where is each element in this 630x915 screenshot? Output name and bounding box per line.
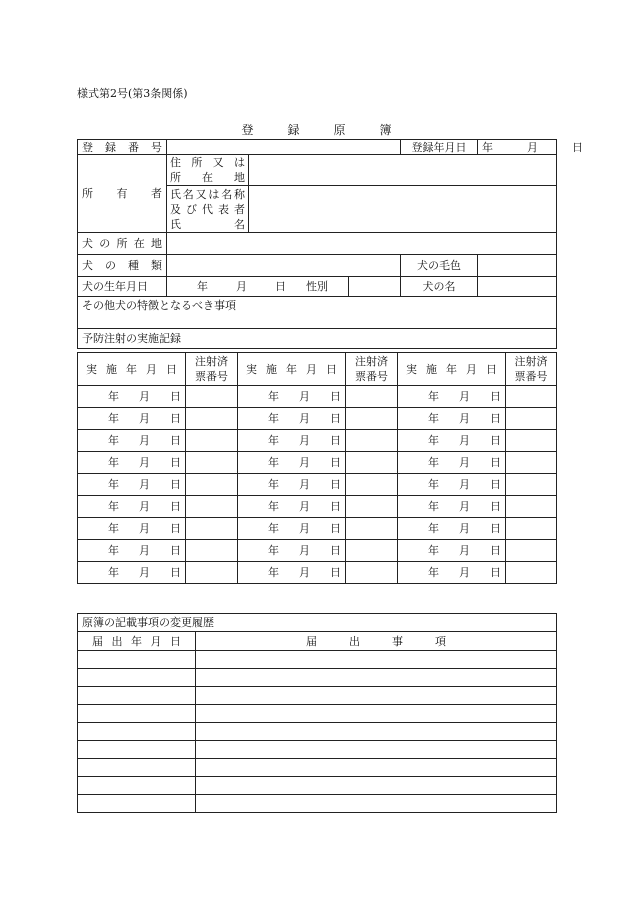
day-unit: 日 (330, 544, 341, 557)
history-matter-field[interactable] (196, 651, 557, 669)
vaccination-date-field[interactable] (238, 540, 346, 562)
day-unit: 日 (170, 544, 181, 557)
vaccination-ticket-field[interactable] (506, 430, 557, 452)
vaccination-ticket-field[interactable] (186, 562, 238, 584)
month-unit: 月 (299, 412, 310, 425)
ticket-header-line1: 注射済 (355, 355, 388, 368)
history-matter-field[interactable] (196, 705, 557, 723)
vaccination-row (78, 518, 557, 540)
address-label-line1: 住 所 又 は (170, 156, 245, 169)
history-date-field[interactable] (78, 669, 196, 687)
vaccination-date-field[interactable] (78, 430, 186, 452)
registration-number-field[interactable] (167, 140, 401, 155)
dog-breed-label: 犬 の 種 類 (78, 255, 167, 277)
year-unit: 年 (428, 522, 439, 535)
day-unit: 日 (490, 478, 501, 491)
vaccination-row (78, 540, 557, 562)
vaccination-date-field[interactable] (398, 496, 506, 518)
vaccination-date-header: 実 施 年 月 日 (398, 353, 506, 386)
month-unit: 月 (459, 434, 470, 447)
month-unit: 月 (139, 566, 150, 579)
vaccination-ticket-field[interactable] (186, 386, 238, 408)
ticket-header-line2: 票番号 (195, 370, 228, 383)
month-unit: 月 (299, 500, 310, 513)
vaccination-date-header: 実 施 年 月 日 (78, 353, 186, 386)
year-unit: 年 (108, 500, 119, 513)
vaccination-date-field[interactable] (78, 496, 186, 518)
vaccination-date-field[interactable] (238, 408, 346, 430)
day-unit: 日 (572, 140, 583, 154)
year-unit: 年 (108, 566, 119, 579)
vaccination-ticket-field[interactable] (506, 562, 557, 584)
vaccination-date-field[interactable] (398, 408, 506, 430)
vaccination-ticket-field[interactable] (346, 496, 398, 518)
vaccination-ticket-field[interactable] (346, 430, 398, 452)
year-unit: 年 (268, 522, 279, 535)
dog-location-label: 犬の所在地 (78, 233, 167, 255)
matter-header-char: 事 (392, 634, 403, 648)
year-unit: 年 (108, 544, 119, 557)
day-unit: 日 (170, 434, 181, 447)
vaccination-date-field[interactable] (78, 452, 186, 474)
vaccination-row (78, 408, 557, 430)
history-row (78, 651, 557, 669)
day-unit: 日 (330, 522, 341, 535)
history-row (78, 687, 557, 705)
day-unit: 日 (490, 456, 501, 469)
vaccination-ticket-field[interactable] (506, 452, 557, 474)
history-date-field[interactable] (78, 651, 196, 669)
dog-coat-label: 犬の毛色 (401, 255, 478, 277)
year-unit: 年 (197, 280, 208, 293)
history-section-label: 原簿の記載事項の変更履歴 (78, 614, 557, 632)
vaccination-ticket-field[interactable] (346, 518, 398, 540)
vaccination-date-header: 実 施 年 月 日 (238, 353, 346, 386)
vaccination-ticket-header (186, 353, 238, 386)
dog-birth-label: 犬の生年月日 (78, 277, 167, 297)
vaccination-date-field[interactable] (398, 562, 506, 584)
vaccination-row (78, 562, 557, 584)
month-unit: 月 (139, 456, 150, 469)
name-label-line2: 及び代表者 (170, 202, 245, 216)
day-unit: 日 (170, 456, 181, 469)
vaccination-table (77, 352, 557, 584)
day-unit: 日 (170, 390, 181, 403)
day-unit: 日 (170, 522, 181, 535)
month-unit: 月 (299, 544, 310, 557)
day-unit: 日 (490, 544, 501, 557)
month-unit: 月 (299, 522, 310, 535)
vaccination-ticket-header (346, 353, 398, 386)
year-unit: 年 (428, 456, 439, 469)
vaccination-ticket-field[interactable] (186, 452, 238, 474)
history-date-field[interactable] (78, 741, 196, 759)
day-unit: 日 (490, 412, 501, 425)
vaccination-ticket-field[interactable] (346, 474, 398, 496)
day-unit: 日 (330, 412, 341, 425)
month-unit: 月 (459, 456, 470, 469)
matter-header-char: 届 (306, 634, 317, 648)
year-unit: 年 (268, 544, 279, 557)
vaccination-date-field[interactable] (238, 518, 346, 540)
year-unit: 年 (268, 500, 279, 513)
vaccination-ticket-field[interactable] (186, 430, 238, 452)
day-unit: 日 (330, 390, 341, 403)
ticket-header-line1: 注射済 (514, 355, 548, 368)
dog-sex-label: 性別 (306, 280, 328, 293)
title-char: 原 (333, 123, 346, 137)
dog-name-label: 犬の名 (401, 277, 478, 297)
vaccination-date-field[interactable] (398, 430, 506, 452)
owner-label: 所 有 者 (78, 155, 167, 233)
matter-header-char: 項 (435, 634, 446, 648)
vaccination-ticket-field[interactable] (346, 452, 398, 474)
month-unit: 月 (139, 478, 150, 491)
registration-date-label: 登録年月日 (401, 140, 478, 155)
month-unit: 月 (236, 280, 247, 293)
month-unit: 月 (459, 390, 470, 403)
vaccination-ticket-field[interactable] (186, 496, 238, 518)
dog-location-field[interactable] (167, 233, 557, 255)
matter-header-char: 出 (349, 634, 360, 648)
vaccination-date-field[interactable] (78, 540, 186, 562)
year-unit: 年 (268, 390, 279, 403)
name-label-line1: 氏名又は名称 (170, 187, 245, 201)
vaccination-date-field[interactable] (398, 474, 506, 496)
year-unit: 年 (108, 434, 119, 447)
day-unit: 日 (490, 434, 501, 447)
history-matter-field[interactable] (196, 759, 557, 777)
year-unit: 年 (482, 140, 493, 154)
dog-features-label: その他犬の特徴となるべき事項 (82, 299, 236, 312)
history-matter-field[interactable] (196, 741, 557, 759)
history-row (78, 795, 557, 813)
owner-name-label (167, 186, 249, 233)
dog-birth-field[interactable] (167, 277, 349, 297)
month-unit: 月 (459, 478, 470, 491)
month-unit: 月 (139, 544, 150, 557)
year-unit: 年 (428, 390, 439, 403)
history-date-field[interactable] (78, 687, 196, 705)
year-unit: 年 (428, 544, 439, 557)
day-unit: 日 (330, 456, 341, 469)
title-char: 登 (241, 123, 254, 137)
history-date-field[interactable] (78, 795, 196, 813)
month-unit: 月 (139, 412, 150, 425)
owner-name-field[interactable] (249, 186, 557, 233)
history-date-field[interactable] (78, 723, 196, 741)
address-label-line2: 所 在 地 (170, 171, 245, 184)
day-unit: 日 (490, 566, 501, 579)
vaccination-date-field[interactable] (78, 474, 186, 496)
vaccination-date-field[interactable] (238, 562, 346, 584)
dog-sex-field[interactable] (349, 277, 401, 297)
day-unit: 日 (170, 500, 181, 513)
address-label (167, 155, 249, 186)
vaccination-ticket-field[interactable] (506, 496, 557, 518)
vaccination-date-field[interactable] (398, 386, 506, 408)
form-number: 様式第2号(第3条関係) (77, 87, 188, 100)
vaccination-ticket-field[interactable] (506, 474, 557, 496)
year-unit: 年 (268, 412, 279, 425)
title-char: 録 (287, 123, 300, 137)
dog-coat-field[interactable] (478, 255, 557, 277)
vaccination-date-field[interactable] (238, 496, 346, 518)
day-unit: 日 (170, 566, 181, 579)
day-unit: 日 (490, 390, 501, 403)
vaccination-row (78, 474, 557, 496)
year-unit: 年 (268, 456, 279, 469)
dog-name-field[interactable] (478, 277, 557, 297)
month-unit: 月 (299, 566, 310, 579)
history-row (78, 759, 557, 777)
vaccination-date-field[interactable] (78, 408, 186, 430)
history-row (78, 669, 557, 687)
month-unit: 月 (459, 566, 470, 579)
day-unit: 日 (330, 434, 341, 447)
history-row (78, 777, 557, 795)
vaccination-ticket-field[interactable] (506, 540, 557, 562)
day-unit: 日 (170, 412, 181, 425)
history-date-header: 届出年月日 (78, 632, 196, 651)
ticket-header-line2: 票番号 (355, 370, 388, 383)
year-unit: 年 (108, 390, 119, 403)
owner-address-field[interactable] (249, 155, 557, 186)
registration-date-field[interactable] (478, 140, 583, 155)
vaccination-ticket-field[interactable] (186, 540, 238, 562)
vaccination-row (78, 496, 557, 518)
year-unit: 年 (428, 478, 439, 491)
vaccination-date-field[interactable] (238, 452, 346, 474)
month-unit: 月 (299, 390, 310, 403)
year-unit: 年 (108, 478, 119, 491)
vaccination-date-field[interactable] (398, 518, 506, 540)
day-unit: 日 (490, 522, 501, 535)
history-row (78, 705, 557, 723)
history-date-field[interactable] (78, 759, 196, 777)
vaccination-ticket-field[interactable] (346, 562, 398, 584)
history-header-row (78, 632, 557, 651)
vaccination-date-field[interactable] (398, 452, 506, 474)
vaccination-section-label: 予防注射の実施記録 (78, 329, 557, 349)
month-unit: 月 (299, 434, 310, 447)
month-unit: 月 (459, 412, 470, 425)
day-unit: 日 (170, 478, 181, 491)
history-date-field[interactable] (78, 777, 196, 795)
month-unit: 月 (527, 140, 538, 154)
year-unit: 年 (268, 434, 279, 447)
year-unit: 年 (428, 566, 439, 579)
dog-features-field[interactable] (78, 297, 557, 329)
month-unit: 月 (459, 500, 470, 513)
vaccination-row (78, 430, 557, 452)
month-unit: 月 (299, 456, 310, 469)
vaccination-date-field[interactable] (78, 386, 186, 408)
year-unit: 年 (268, 566, 279, 579)
vaccination-ticket-field[interactable] (186, 518, 238, 540)
vaccination-date-field[interactable] (238, 474, 346, 496)
history-matter-field[interactable] (196, 669, 557, 687)
month-unit: 月 (299, 478, 310, 491)
vaccination-date-field[interactable] (78, 518, 186, 540)
history-date-field[interactable] (78, 705, 196, 723)
year-unit: 年 (428, 412, 439, 425)
year-unit: 年 (428, 434, 439, 447)
vaccination-date-field[interactable] (398, 540, 506, 562)
history-matter-header (196, 632, 557, 651)
vaccination-ticket-field[interactable] (346, 408, 398, 430)
document-title (77, 121, 556, 138)
year-unit: 年 (268, 478, 279, 491)
month-unit: 月 (139, 390, 150, 403)
vaccination-ticket-field[interactable] (506, 386, 557, 408)
change-history-table (77, 613, 557, 813)
history-matter-field[interactable] (196, 777, 557, 795)
month-unit: 月 (459, 522, 470, 535)
dog-breed-field[interactable] (167, 255, 401, 277)
title-char: 簿 (379, 123, 392, 137)
month-unit: 月 (139, 500, 150, 513)
vaccination-ticket-field[interactable] (346, 386, 398, 408)
vaccination-ticket-field[interactable] (186, 474, 238, 496)
vaccination-row (78, 452, 557, 474)
vaccination-header-row (78, 353, 557, 386)
month-unit: 月 (139, 434, 150, 447)
day-unit: 日 (330, 566, 341, 579)
registration-table (77, 139, 583, 349)
day-unit: 日 (330, 500, 341, 513)
year-unit: 年 (108, 456, 119, 469)
year-unit: 年 (108, 412, 119, 425)
month-unit: 月 (459, 544, 470, 557)
vaccination-date-field[interactable] (238, 386, 346, 408)
year-unit: 年 (108, 522, 119, 535)
vaccination-ticket-field[interactable] (506, 518, 557, 540)
history-row (78, 723, 557, 741)
vaccination-ticket-field[interactable] (186, 408, 238, 430)
vaccination-row (78, 386, 557, 408)
vaccination-ticket-header (506, 353, 557, 386)
day-unit: 日 (490, 500, 501, 513)
history-matter-field[interactable] (196, 795, 557, 813)
day-unit: 日 (275, 280, 286, 293)
vaccination-date-field[interactable] (78, 562, 186, 584)
day-unit: 日 (330, 478, 341, 491)
month-unit: 月 (139, 522, 150, 535)
vaccination-date-field[interactable] (238, 430, 346, 452)
registration-number-label: 登 録 番 号 (78, 140, 167, 155)
vaccination-ticket-field[interactable] (506, 408, 557, 430)
history-matter-field[interactable] (196, 723, 557, 741)
name-label-line3: 氏 名 (170, 217, 245, 231)
history-matter-field[interactable] (196, 687, 557, 705)
year-unit: 年 (428, 500, 439, 513)
ticket-header-line1: 注射済 (195, 355, 228, 368)
vaccination-ticket-field[interactable] (346, 540, 398, 562)
history-row (78, 741, 557, 759)
ticket-header-line2: 票番号 (514, 370, 548, 383)
